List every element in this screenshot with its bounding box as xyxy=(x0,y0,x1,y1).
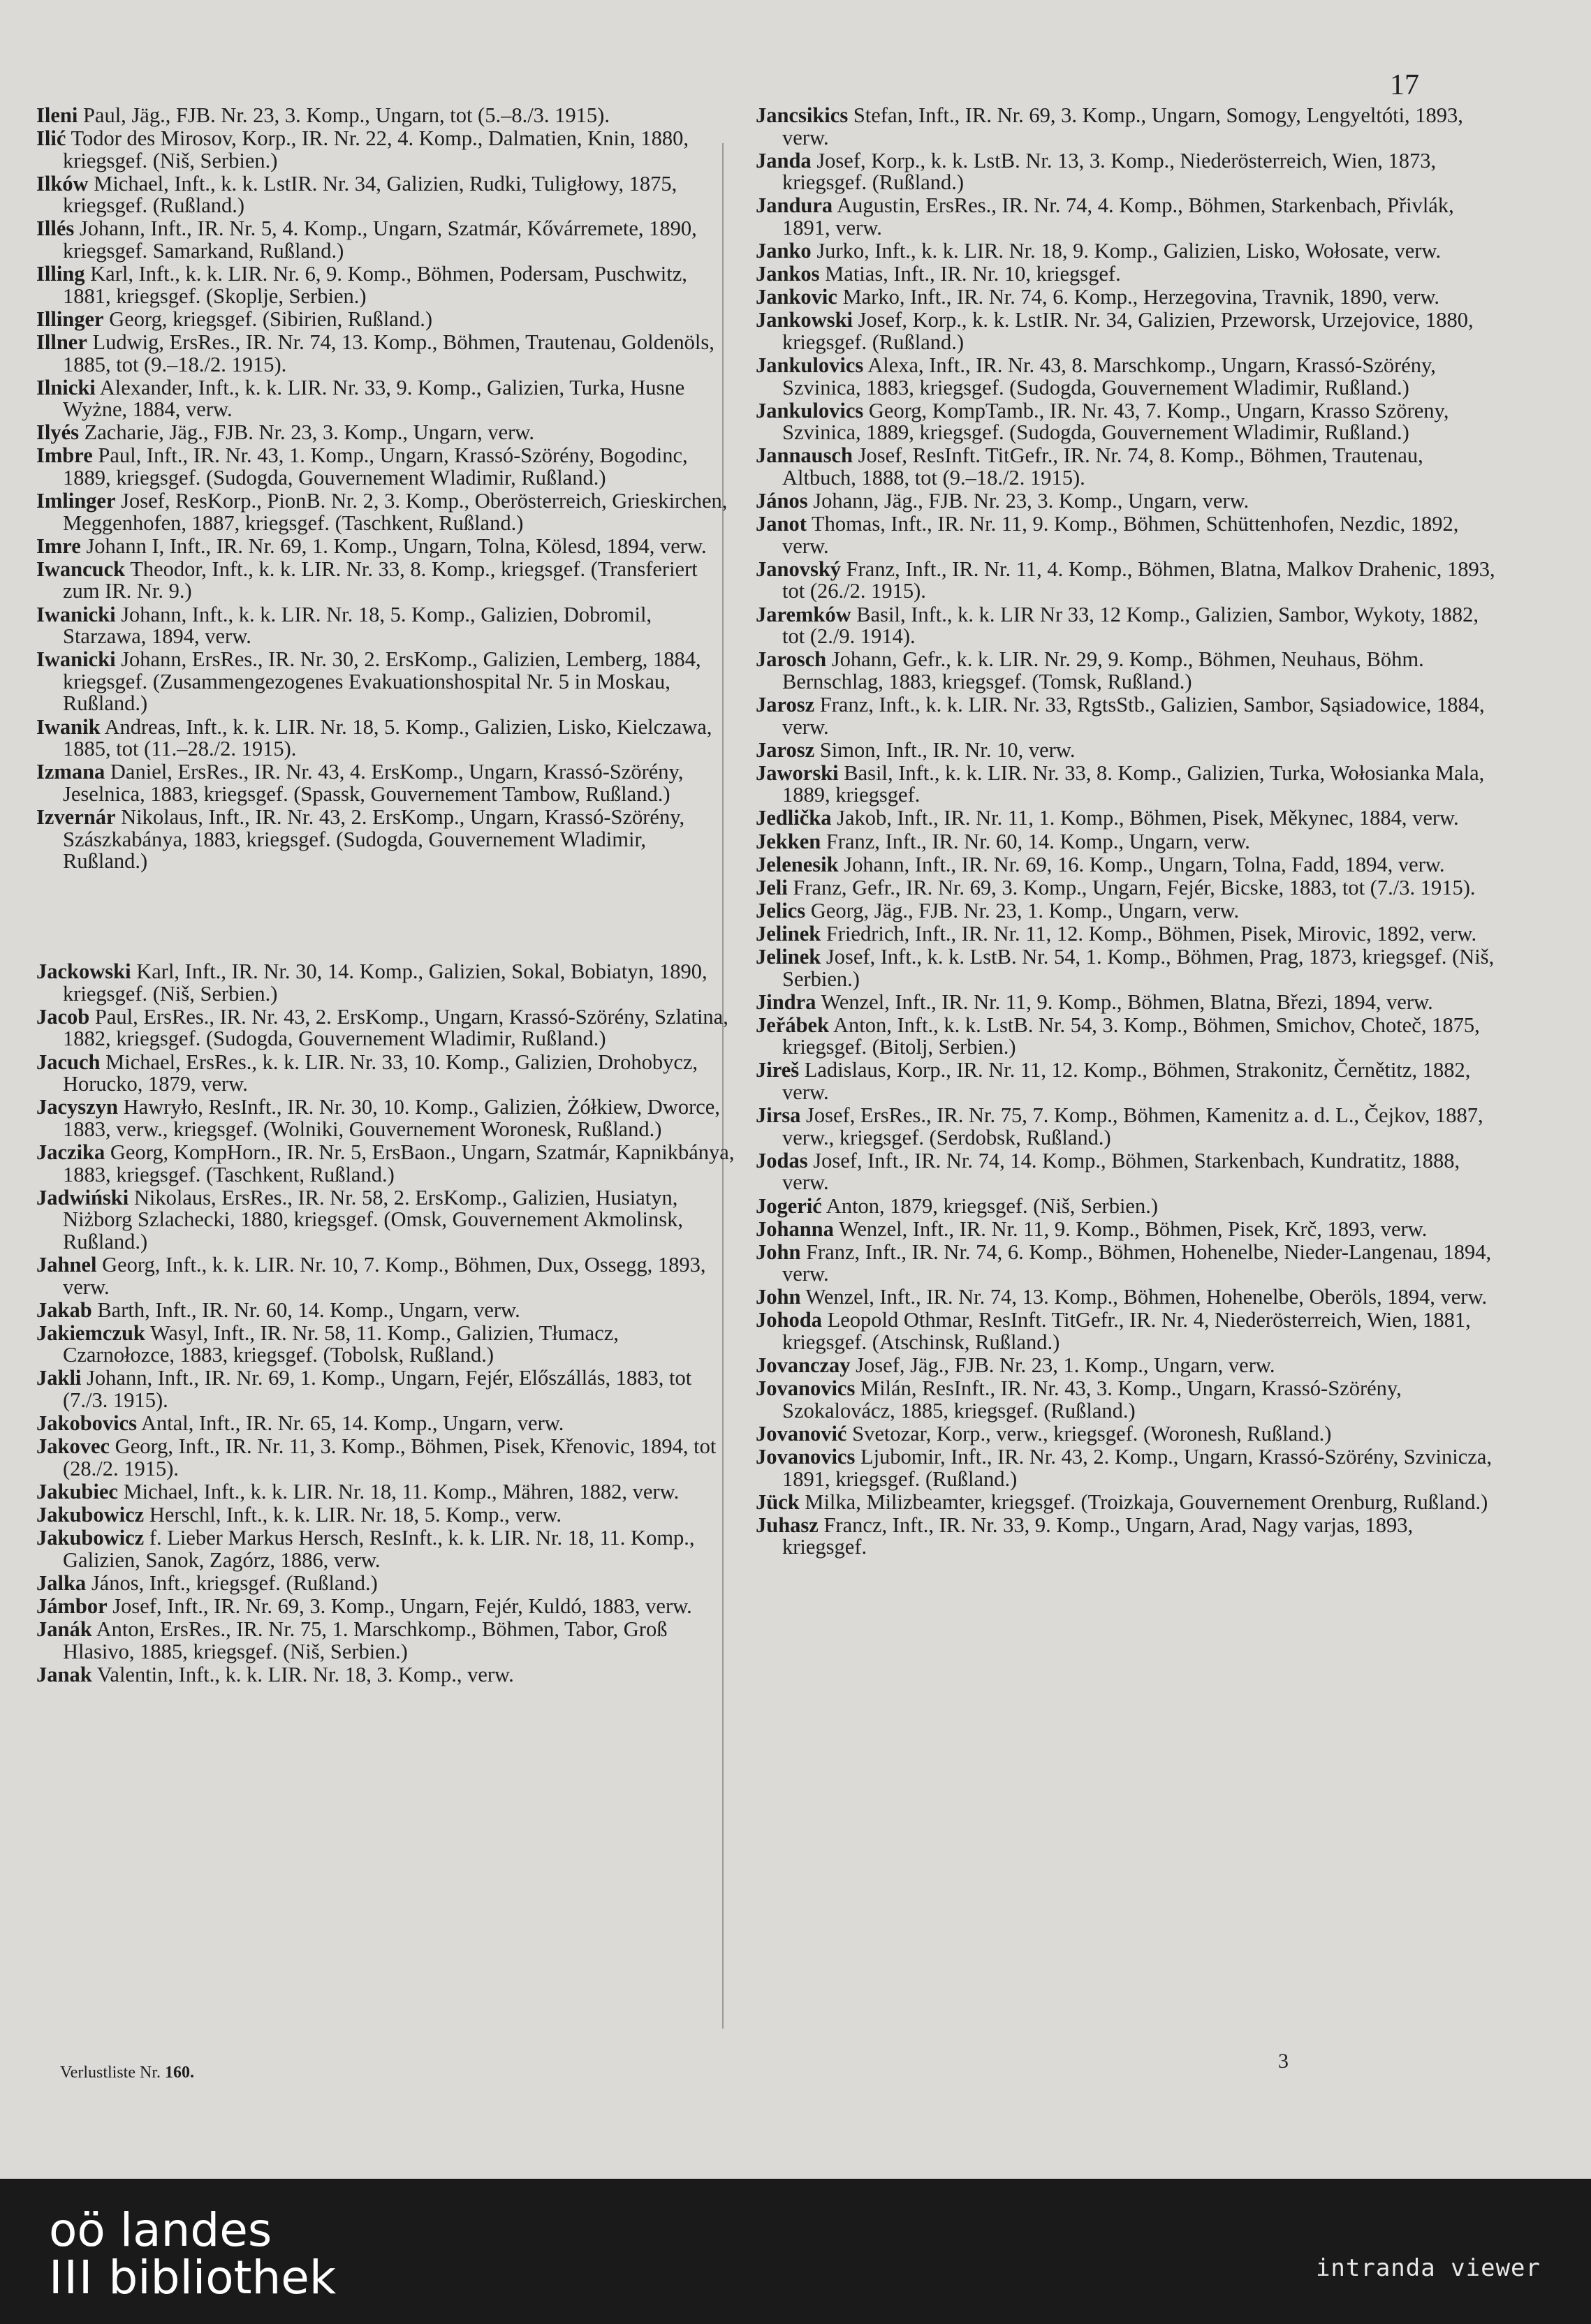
casualty-entry xyxy=(756,649,1496,693)
casualty-entry xyxy=(756,737,1496,762)
entry-details: Ladislaus, Korp., IR. Nr. 11, 12. Komp., Böhmen, Strakonitz, Černětitz, 1882, verw. xyxy=(782,1058,1471,1105)
entry-details: Matias, Inft., IR. Nr. 10, kriegsgef. xyxy=(825,262,1121,286)
casualty-entry xyxy=(756,309,1496,353)
entry-details: Franz, Inft., IR. Nr. 74, 6. Komp., Böhmen, Hohenelbe, Nieder-Langenau, 1894, verw. xyxy=(782,1240,1492,1286)
entry-details: Michael, Inft., k. k. LstIR. Nr. 34, Galizien, Rudki, Tuligłowy, 1875, kriegsgef. (Rußland.) xyxy=(63,171,677,218)
entry-surname: Iwancuck xyxy=(36,557,126,581)
entry-details: Alexa, Inft., IR. Nr. 43, 8. Marschkomp., Ungarn, Krassó-Szörény, Szvinica, 1883, kriegsgef. (Sudogda, Gouvernement Wladimir, Rußland.) xyxy=(782,353,1436,399)
entry-surname: Jakiemczuk xyxy=(36,1321,145,1345)
casualty-entry xyxy=(756,355,1496,399)
casualty-entry xyxy=(756,240,1496,263)
entry-details: Wenzel, Inft., IR. Nr. 74, 13. Komp., Böhmen, Hohenelbe, Oberöls, 1894, verw. xyxy=(805,1285,1488,1309)
entry-surname: Janovský xyxy=(756,557,842,581)
casualty-entry xyxy=(756,1193,1496,1218)
casualty-entry xyxy=(756,1216,1496,1241)
entry-surname: Jelinek xyxy=(756,921,821,946)
entry-surname: Jakobovics xyxy=(36,1411,138,1436)
entry-details: Herschl, Inft., k. k. LIR. Nr. 18, 5. Komp., verw. xyxy=(149,1502,562,1527)
casualty-entry xyxy=(36,1504,735,1527)
casualty-entry xyxy=(36,1367,735,1411)
casualty-entry xyxy=(36,649,735,715)
entry-details: Josef, Inft., IR. Nr. 69, 3. Komp., Ungarn, Fejér, Kuldó, 1883, verw. xyxy=(112,1594,692,1618)
entry-surname: Jámbor xyxy=(36,1594,108,1618)
entry-details: Franz, Inft., IR. Nr. 60, 14. Komp., Ungarn, verw. xyxy=(826,829,1250,853)
casualty-entry xyxy=(756,559,1496,603)
casualty-entry xyxy=(756,831,1496,853)
entry-details: Josef, Jäg., FJB. Nr. 23, 1. Komp., Ungarn, verw. xyxy=(856,1353,1275,1378)
casualty-entry xyxy=(36,1619,735,1663)
casualty-entry xyxy=(36,1254,735,1298)
entry-surname: Imbre xyxy=(36,443,93,468)
casualty-entry xyxy=(36,1323,735,1367)
entry-details: Josef, Korp., k. k. LstIR. Nr. 34, Galizien, Przeworsk, Urzejovice, 1880, kriegsgef. (Rußland.) xyxy=(782,308,1474,354)
entry-surname: Imre xyxy=(36,534,81,558)
page-number: 17 xyxy=(1390,69,1419,101)
entry-details: Anton, ErsRes., IR. Nr. 75, 1. Marschkomp., Böhmen, Tabor, Groß Hlasivo, 1885, kriegsgef. (Niš, Serbien.) xyxy=(63,1617,668,1663)
entry-details: Wasyl, Inft., IR. Nr. 58, 11. Komp., Galizien, Tłumacz, Czarnołozce, 1883, kriegsgef. (Tobolsk, Rußland.) xyxy=(63,1321,619,1367)
casualty-entry xyxy=(36,1664,735,1686)
entry-surname: Ilić xyxy=(36,126,66,151)
entry-surname: Jaczika xyxy=(36,1140,105,1164)
casualty-entry xyxy=(36,173,735,217)
entry-surname: Jovanović xyxy=(756,1421,847,1446)
logo-bars: III xyxy=(49,2251,94,2304)
casualty-entry xyxy=(36,1297,735,1322)
casualty-entry xyxy=(756,150,1496,194)
entry-surname: Ilyés xyxy=(36,420,79,445)
entry-surname: Janak xyxy=(36,1662,92,1686)
entry-surname: Jireš xyxy=(756,1058,800,1082)
entry-details: Georg, Jäg., FJB. Nr. 23, 1. Komp., Ungarn, verw. xyxy=(810,898,1240,922)
entry-details: Zacharie, Jäg., FJB. Nr. 23, 3. Komp., Ungarn, verw. xyxy=(84,420,534,445)
casualty-entry xyxy=(36,1006,735,1050)
entry-details: Barth, Inft., IR. Nr. 60, 14. Komp., Ungarn, verw. xyxy=(97,1297,520,1322)
entry-details: Johann, Inft., IR. Nr. 69, 16. Komp., Ungarn, Tolna, Fadd, 1894, verw. xyxy=(844,852,1445,876)
entry-surname: Jarosz xyxy=(756,737,815,762)
casualty-entry xyxy=(756,1105,1496,1149)
entry-surname: Johanna xyxy=(756,1216,834,1241)
entry-details: Johann, Gefr., k. k. LIR. Nr. 29, 9. Komp., Böhmen, Neuhaus, Böhm. Bernschlag, 1883, kriegsgef. (Tomsk, Rußland.) xyxy=(782,647,1424,693)
casualty-entry xyxy=(756,1150,1496,1194)
entry-details: Basil, Inft., k. k. LIR. Nr. 33, 8. Komp., Galizien, Turka, Wołosianka Mala, 1889, kriegsgef. xyxy=(782,760,1485,807)
entry-surname: Jalka xyxy=(36,1571,87,1595)
casualty-entry xyxy=(36,1436,735,1480)
entry-details: Johann I, Inft., IR. Nr. 69, 1. Komp., Ungarn, Tolna, Kölesd, 1894, verw. xyxy=(86,534,707,558)
casualty-entry xyxy=(756,1059,1496,1103)
casualty-entry xyxy=(756,946,1496,990)
entry-surname: Jakovec xyxy=(36,1434,110,1459)
entry-details: Jakob, Inft., IR. Nr. 11, 1. Komp., Böhmen, Pisek, Měkynec, 1884, verw. xyxy=(837,806,1459,830)
casualty-entry xyxy=(36,1527,735,1571)
entry-surname: Jakab xyxy=(36,1297,92,1322)
entry-details: Marko, Inft., IR. Nr. 74, 6. Komp., Herzegovina, Travnik, 1890, verw. xyxy=(842,285,1440,309)
entry-details: Josef, ResKorp., PionB. Nr. 2, 3. Komp., Oberösterreich, Grieskirchen, Meggenhofen, 1887, kriegsgef. (Taschkent, Rußland.) xyxy=(63,489,728,535)
section-gap xyxy=(36,874,735,961)
entry-surname: Jankulovics xyxy=(756,398,864,422)
entry-surname: Jackowski xyxy=(36,959,131,984)
entry-surname: Illinger xyxy=(36,307,104,331)
entry-details: Karl, Inft., IR. Nr. 30, 14. Komp., Galizien, Sokal, Bobiatyn, 1890, kriegsgef. (Niš, Serbien.) xyxy=(63,959,707,1006)
casualty-entry xyxy=(36,105,735,127)
entry-surname: Jacuch xyxy=(36,1050,101,1074)
entry-surname: Jaremków xyxy=(756,602,851,626)
entry-details: Johann, ErsRes., IR. Nr. 30, 2. ErsKomp., Galizien, Lemberg, 1884, kriegsgef. (Zusammengezogenes Evakuationshospital Nr. 5 in Moskau, Rußland.) xyxy=(63,647,701,716)
entry-surname: Jovanczay xyxy=(756,1353,851,1378)
entry-surname: Jarosz xyxy=(756,692,815,716)
casualty-entry xyxy=(36,309,735,331)
entry-surname: Jelinek xyxy=(756,944,821,969)
entry-surname: Ilków xyxy=(36,171,89,196)
casualty-entry xyxy=(756,1378,1496,1422)
casualty-entry xyxy=(36,1413,735,1435)
entry-details: Josef, ResInft. TitGefr., IR. Nr. 74, 8. Komp., Böhmen, Trautenau, Altbuch, 1888, tot (9.–18./2. 1915). xyxy=(782,443,1423,490)
entry-surname: Jannausch xyxy=(756,443,853,468)
entry-surname: Jovanovics xyxy=(756,1376,856,1401)
casualty-entry xyxy=(756,1492,1496,1514)
entry-details: Jurko, Inft., k. k. LIR. Nr. 18, 9. Komp., Galizien, Lisko, Wołosate, verw. xyxy=(816,239,1442,263)
entry-surname: Jeli xyxy=(756,875,788,899)
entry-details: Alexander, Inft., k. k. LIR. Nr. 33, 9. Komp., Galizien, Turka, Husne Wyżne, 1884, verw. xyxy=(63,375,685,422)
entry-details: Daniel, ErsRes., IR. Nr. 43, 4. ErsKomp., Ungarn, Krassó-Szörény, Jeselnica, 1883, kriegsgef. (Spassk, Gouvernement Tambow, Rußland.) xyxy=(63,760,684,806)
casualty-entry xyxy=(756,604,1496,648)
casualty-entry xyxy=(756,992,1496,1014)
entry-details: Todor des Mirosov, Korp., IR. Nr. 22, 4. Komp., Dalmatien, Knin, 1880, kriegsgef. (Niš, Serbien.) xyxy=(63,126,689,172)
entry-details: Augustin, ErsRes., IR. Nr. 74, 4. Komp., Böhmen, Starkenbach, Přivlák, 1891, verw. xyxy=(782,193,1454,240)
casualty-entry xyxy=(36,1596,735,1618)
entry-details: Ludwig, ErsRes., IR. Nr. 74, 13. Komp., Böhmen, Trautenau, Goldenöls, 1885, tot (9.–18./2. 1915). xyxy=(63,330,714,376)
entry-details: Antal, Inft., IR. Nr. 65, 14. Komp., Ungarn, verw. xyxy=(141,1411,564,1436)
entry-surname: Jück xyxy=(756,1490,800,1514)
casualty-entry xyxy=(36,490,735,534)
right-column xyxy=(756,105,1496,1560)
logo-line-2-text: bibliothek xyxy=(108,2251,337,2304)
entry-details: Franz, Inft., IR. Nr. 11, 4. Komp., Böhmen, Blatna, Malkov Drahenic, 1893, tot (26./2. 1915). xyxy=(782,557,1495,603)
entry-surname: John xyxy=(756,1240,801,1264)
entry-details: Johann, Jäg., FJB. Nr. 23, 3. Komp., Ungarn, verw. xyxy=(813,489,1249,513)
entry-details: Franz, Inft., k. k. LIR. Nr. 33, RgtsStb., Galizien, Sambor, Sąsiadowice, 1884, verw. xyxy=(782,692,1485,739)
casualty-entry xyxy=(756,923,1496,946)
casualty-entry xyxy=(36,445,735,489)
casualty-entry xyxy=(756,105,1496,149)
footer-number: 160. xyxy=(165,2064,194,2082)
entry-surname: Jelenesik xyxy=(756,852,839,876)
entry-surname: Izvernár xyxy=(36,804,116,829)
entry-details: Franz, Gefr., IR. Nr. 69, 3. Komp., Ungarn, Fejér, Bicske, 1883, tot (7./3. 1915). xyxy=(793,875,1476,899)
casualty-entry xyxy=(756,694,1496,738)
entry-details: Paul, ErsRes., IR. Nr. 43, 2. ErsKomp., Ungarn, Krassó-Szörény, Szlatina, 1882, kriegsgef. (Sudogda, Gouvernement Wladimir, Rußland.) xyxy=(63,1004,728,1051)
entry-surname: Johoda xyxy=(756,1308,822,1332)
entry-surname: Jeřábek xyxy=(756,1013,830,1037)
entry-details: Josef, ErsRes., IR. Nr. 75, 7. Komp., Böhmen, Kamenitz a. d. L., Čejkov, 1887, verw., kriegsgef. (Serdobsk, Rußland.) xyxy=(782,1103,1483,1149)
entry-surname: Jedlička xyxy=(756,806,832,830)
entry-details: Milán, ResInft., IR. Nr. 43, 3. Komp., Ungarn, Krassó-Szörény, Szokalovácz, 1885, kriegsgef. (Rußland.) xyxy=(782,1376,1402,1422)
entry-details: Wenzel, Inft., IR. Nr. 11, 9. Komp., Böhmen, Pisek, Krč, 1893, verw. xyxy=(838,1216,1428,1241)
entry-details: Francz, Inft., IR. Nr. 33, 9. Komp., Ungarn, Arad, Nagy varjas, 1893, kriegsgef. xyxy=(782,1513,1414,1559)
entry-details: Johann, Inft., k. k. LIR. Nr. 18, 5. Komp., Galizien, Dobromil, Starzawa, 1894, verw. xyxy=(63,602,652,649)
entry-surname: Iwanik xyxy=(36,714,101,739)
entry-details: Leopold Othmar, ResInft. TitGefr., IR. Nr. 4, Niederösterreich, Wien, 1881, kriegsgef. (Atschinsk, Rußland.) xyxy=(782,1308,1471,1355)
entry-surname: Jacyszyn xyxy=(36,1095,118,1119)
viewer-label[interactable]: intranda viewer xyxy=(1315,2254,1541,2282)
casualty-entry xyxy=(756,1309,1496,1353)
logo-line-2 xyxy=(49,2251,337,2304)
entry-details: Paul, Inft., IR. Nr. 43, 1. Komp., Ungarn, Krassó-Szörény, Bogodinc, 1889, kriegsgef. (Sudogda, Gouvernement Wladimir, Rußland.) xyxy=(63,443,688,490)
casualty-entry xyxy=(36,128,735,172)
entry-details: Michael, ErsRes., k. k. LIR. Nr. 33, 10. Komp., Galizien, Drohobycz, Horucko, 1879, verw. xyxy=(63,1050,698,1096)
entry-details: Anton, Inft., k. k. LstB. Nr. 54, 3. Komp., Böhmen, Smichov, Choteč, 1875, kriegsgef. (Bitolj, Serbien.) xyxy=(782,1013,1480,1059)
footer-label: Verlustliste Nr. xyxy=(60,2064,161,2082)
casualty-entry xyxy=(756,286,1496,309)
entry-surname: Jandura xyxy=(756,193,833,218)
casualty-entry xyxy=(756,760,1496,807)
entry-details: Thomas, Inft., IR. Nr. 11, 9. Komp., Böhmen, Schüttenhofen, Nezdic, 1892, verw. xyxy=(782,512,1459,558)
entry-surname: Jacob xyxy=(36,1004,90,1029)
entry-surname: Jelics xyxy=(756,898,806,922)
casualty-entry xyxy=(36,263,735,307)
entry-details: Wenzel, Inft., IR. Nr. 11, 9. Komp., Böhmen, Blatna, Březi, 1894, verw. xyxy=(821,990,1433,1014)
entry-surname: Izmana xyxy=(36,760,105,784)
casualty-entry xyxy=(756,445,1496,489)
entry-surname: Jekken xyxy=(756,829,821,853)
casualty-entry xyxy=(36,332,735,376)
logo-line-1: oö landes xyxy=(49,2203,272,2257)
entry-surname: Jirsa xyxy=(756,1103,801,1128)
entry-surname: Jankovic xyxy=(756,285,837,309)
entry-surname: Ileni xyxy=(36,103,78,127)
casualty-entry xyxy=(756,263,1496,286)
casualty-entry xyxy=(756,1515,1496,1559)
casualty-entry xyxy=(756,1286,1496,1309)
entry-surname: Jakubowicz xyxy=(36,1526,145,1550)
entry-details: János, Inft., kriegsgef. (Rußland.) xyxy=(91,1571,378,1595)
entry-details: Paul, Jäg., FJB. Nr. 23, 3. Komp., Ungarn, tot (5.–8./3. 1915). xyxy=(82,103,610,127)
casualty-entry xyxy=(756,513,1496,557)
entry-surname: Ilnicki xyxy=(36,375,96,399)
entry-details: Theodor, Inft., k. k. LIR. Nr. 33, 8. Komp., kriegsgef. (Transferiert zum IR. Nr. 9.) xyxy=(63,557,698,603)
signature-mark: 3 xyxy=(1278,2050,1289,2073)
casualty-entry xyxy=(756,1242,1496,1286)
casualty-entry xyxy=(756,400,1496,444)
entry-surname: Janko xyxy=(756,239,812,263)
casualty-entry xyxy=(756,900,1496,922)
casualty-entry xyxy=(36,1481,735,1503)
entry-surname: Illner xyxy=(36,330,87,354)
entry-details: Ljubomir, Inft., IR. Nr. 43, 2. Komp., Ungarn, Krassó-Szörény, Szvinicza, 1891, kriegsgef. (Rußland.) xyxy=(782,1445,1492,1491)
entry-surname: Jindra xyxy=(756,990,816,1014)
entry-details: Nikolaus, Inft., IR. Nr. 43, 2. ErsKomp., Ungarn, Krassó-Szörény, Szászkabánya, 1883, kriegsgef. (Sudogda, Gouvernement Wladimir, Rußland.) xyxy=(63,804,685,874)
entry-details: Georg, Inft., k. k. LIR. Nr. 10, 7. Komp., Böhmen, Dux, Ossegg, 1893, verw. xyxy=(63,1252,706,1299)
casualty-entry xyxy=(756,1015,1496,1059)
entry-surname: Jovanovics xyxy=(756,1445,856,1469)
casualty-entry xyxy=(756,195,1496,239)
casualty-entry xyxy=(756,490,1496,513)
entry-details: Andreas, Inft., k. k. LIR. Nr. 18, 5. Komp., Galizien, Lisko, Kielczawa, 1885, tot (11.–28./2. 1915). xyxy=(63,714,712,761)
casualty-entry xyxy=(36,1187,735,1253)
casualty-entry xyxy=(36,1142,735,1186)
entry-details: Johann, Inft., IR. Nr. 5, 4. Komp., Ungarn, Szatmár, Kővárremete, 1890, kriegsgef. Samarkand, Rußland.) xyxy=(63,216,697,263)
entry-surname: Jahnel xyxy=(36,1252,97,1277)
entry-surname: Janák xyxy=(36,1617,92,1641)
casualty-entry xyxy=(36,1052,735,1096)
entry-surname: Janot xyxy=(756,512,807,536)
entry-surname: Illing xyxy=(36,262,85,286)
entry-surname: János xyxy=(756,489,808,513)
entry-details: Georg, Inft., IR. Nr. 11, 3. Komp., Böhmen, Pisek, Křenovic, 1894, tot (28./2. 1915). xyxy=(63,1434,717,1480)
entry-surname: Jarosch xyxy=(756,647,827,672)
casualty-entry xyxy=(36,1573,735,1595)
entry-details: Nikolaus, ErsRes., IR. Nr. 58, 2. ErsKomp., Galizien, Husiatyn, Niżborg Szlachecki, 1880, kriegsgef. (Omsk, Gouvernement Akmolinsk, Rußland.) xyxy=(63,1185,683,1253)
casualty-entry xyxy=(36,536,735,558)
casualty-entry xyxy=(36,716,735,760)
entry-surname: Jaworski xyxy=(756,760,839,785)
entry-surname: Jankulovics xyxy=(756,353,864,378)
entry-details: Anton, 1879, kriegsgef. (Niš, Serbien.) xyxy=(826,1193,1159,1218)
library-logo[interactable] xyxy=(49,2203,337,2304)
entry-surname: Jakubiec xyxy=(36,1479,118,1503)
entry-surname: Jancsikics xyxy=(756,103,849,127)
casualty-entry xyxy=(36,559,735,603)
entry-details: Stefan, Inft., IR. Nr. 69, 3. Komp., Ungarn, Somogy, Lengyeltóti, 1893, verw. xyxy=(782,103,1463,149)
entry-surname: Janda xyxy=(756,148,812,172)
entry-surname: Jodas xyxy=(756,1148,808,1172)
entry-surname: Jankos xyxy=(756,262,820,286)
entry-details: Josef, Inft., IR. Nr. 74, 14. Komp., Böhmen, Starkenbach, Kundratitz, 1888, verw. xyxy=(782,1148,1460,1195)
entry-details: Svetozar, Korp., verw., kriegsgef. (Woronesh, Rußland.) xyxy=(852,1421,1332,1446)
entry-details: Georg, KompHorn., IR. Nr. 5, ErsBaon., Ungarn, Szatmár, Kapnikbánya, 1883, kriegsgef. (Taschkent, Rußland.) xyxy=(63,1140,735,1186)
entry-surname: Iwanicki xyxy=(36,602,116,626)
entry-details: Milka, Milizbeamter, kriegsgef. (Troizkaja, Gouvernement Orenburg, Rußland.) xyxy=(805,1490,1488,1514)
casualty-entry xyxy=(756,854,1496,876)
entry-details: Johann, Inft., IR. Nr. 69, 1. Komp., Ungarn, Fejér, Előszállás, 1883, tot (7./3. 1915). xyxy=(63,1366,692,1412)
casualty-entry xyxy=(756,807,1496,830)
entry-surname: Jankowski xyxy=(756,308,853,332)
entry-details: Hawryło, ResInft., IR. Nr. 30, 10. Komp., Galizien, Żółkiew, Dworce, 1883, verw., kriegsgef. (Wolniki, Gouvernement Woronesk, Rußland.) xyxy=(63,1095,720,1141)
entry-surname: Jogerić xyxy=(756,1193,822,1218)
casualty-entry xyxy=(36,761,735,805)
casualty-entry xyxy=(756,877,1496,899)
casualty-entry xyxy=(36,604,735,648)
entry-surname: Juhasz xyxy=(756,1513,819,1537)
casualty-entry xyxy=(36,961,735,1005)
entry-surname: Jakubowicz xyxy=(36,1502,145,1527)
entry-details: Georg, KompTamb., IR. Nr. 43, 7. Komp., Ungarn, Krasso Szöreny, Szvinica, 1889, kriegsgef. (Sudogda, Gouvernement Wladimir, Rußland.) xyxy=(782,398,1449,445)
casualty-entry xyxy=(36,218,735,262)
footer-note xyxy=(60,2064,194,2082)
entry-surname: Imlinger xyxy=(36,489,116,513)
left-column xyxy=(36,105,735,1687)
casualty-entry xyxy=(756,1446,1496,1490)
casualty-entry xyxy=(36,1096,735,1140)
entry-surname: Jakli xyxy=(36,1366,82,1390)
entry-details: Josef, Korp., k. k. LstB. Nr. 13, 3. Komp., Niederösterreich, Wien, 1873, kriegsgef. (Rußland.) xyxy=(782,148,1437,195)
entry-details: Georg, kriegsgef. (Sibirien, Rußland.) xyxy=(109,307,432,331)
entry-details: Michael, Inft., k. k. LIR. Nr. 18, 11. Komp., Mähren, 1882, verw. xyxy=(123,1479,680,1503)
entry-details: Simon, Inft., IR. Nr. 10, verw. xyxy=(819,737,1076,762)
entry-surname: Iwanicki xyxy=(36,647,116,672)
entry-surname: Jadwiński xyxy=(36,1185,129,1209)
entry-details: Karl, Inft., k. k. LIR. Nr. 6, 9. Komp., Böhmen, Podersam, Puschwitz, 1881, kriegsgef. (Skoplje, Serbien.) xyxy=(63,262,687,308)
entry-surname: John xyxy=(756,1285,801,1309)
casualty-entry xyxy=(36,422,735,444)
casualty-entry xyxy=(756,1423,1496,1446)
entry-details: Josef, Inft., k. k. LstB. Nr. 54, 1. Komp., Böhmen, Prag, 1873, kriegsgef. (Niš, Serbien.) xyxy=(782,944,1495,991)
entry-details: Valentin, Inft., k. k. LIR. Nr. 18, 3. Komp., verw. xyxy=(96,1662,514,1686)
casualty-entry xyxy=(756,1355,1496,1377)
entry-details: Friedrich, Inft., IR. Nr. 11, 12. Komp., Böhmen, Pisek, Mirovic, 1892, verw. xyxy=(826,921,1477,946)
entry-details: Basil, Inft., k. k. LIR Nr 33, 12 Komp., Galizien, Sambor, Wykoty, 1882, tot (2./9. 1914). xyxy=(782,602,1479,649)
entry-details: f. Lieber Markus Hersch, ResInft., k. k. LIR. Nr. 18, 11. Komp., Galizien, Sanok, Zagórz, 1886, verw. xyxy=(63,1526,695,1572)
entry-surname: Illés xyxy=(36,216,75,241)
casualty-entry xyxy=(36,804,735,874)
casualty-entry xyxy=(36,377,735,421)
